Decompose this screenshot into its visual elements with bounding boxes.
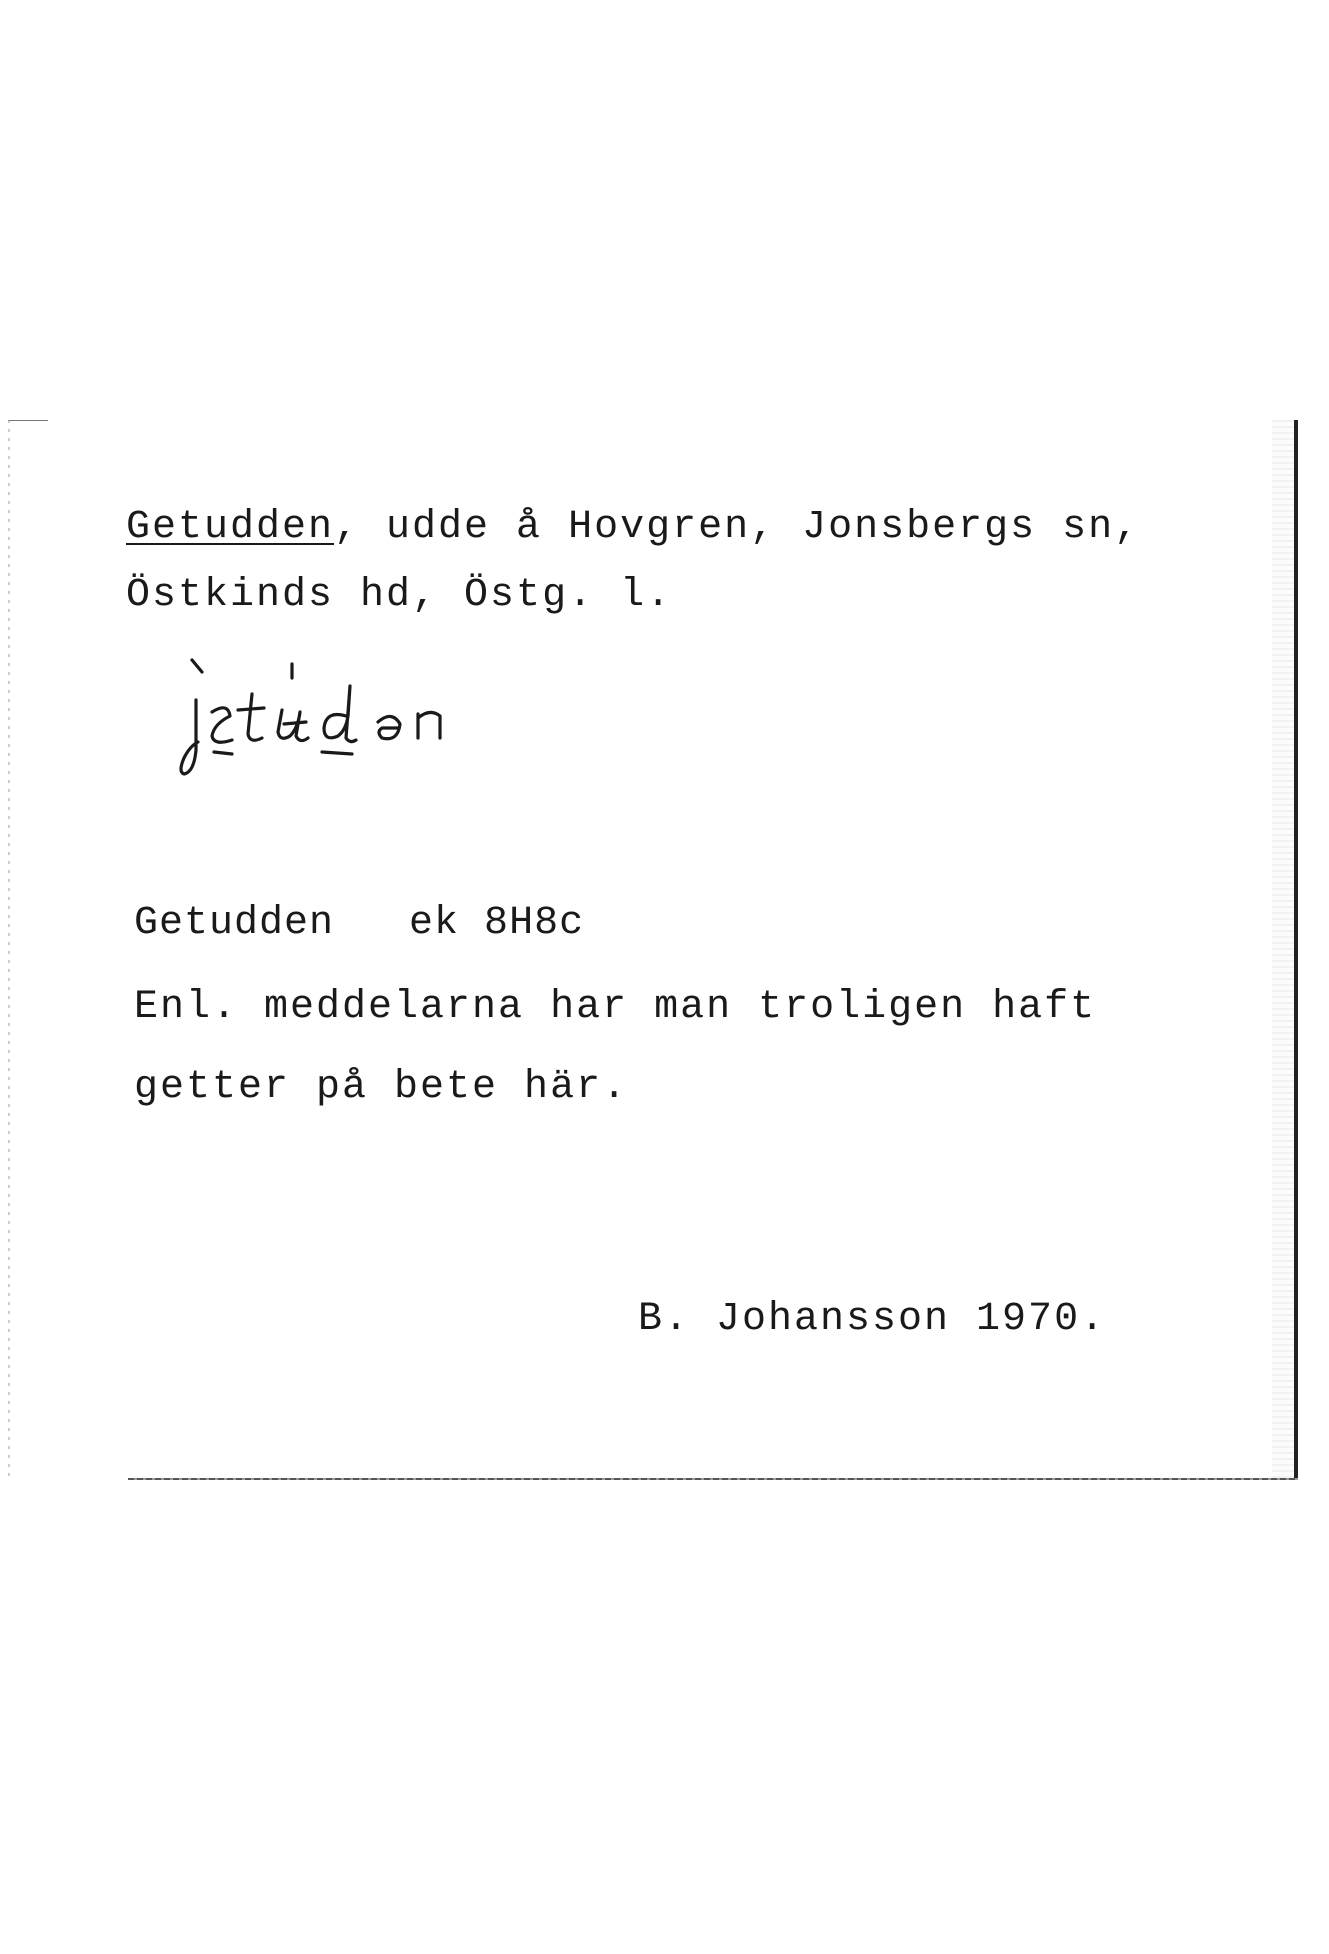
card-bottom-edge	[128, 1478, 1298, 1480]
card-left-edge	[8, 420, 10, 1480]
card-right-shade	[1272, 420, 1294, 1480]
card-corner-mark	[8, 420, 48, 421]
card-right-edge	[1294, 420, 1298, 1480]
reference-name: Getudden	[134, 901, 335, 946]
place-description: , udde å Hovgren, Jonsbergs sn,	[334, 505, 1141, 550]
district-line: Östkinds hd, Östg. l.	[126, 573, 673, 618]
note-line: Enl. meddelarna har man troligen haft	[134, 985, 1097, 1030]
signature: B. Johansson 1970.	[638, 1297, 1107, 1342]
reference-line	[134, 901, 585, 946]
record-card	[8, 420, 1298, 1480]
heading-line	[126, 505, 1141, 550]
note-line: getter på bete här.	[134, 1065, 629, 1110]
reference-code: ek 8H8c	[409, 901, 585, 946]
handwritten-phonetic-transcription	[178, 650, 518, 780]
place-name: Getudden	[126, 505, 335, 550]
